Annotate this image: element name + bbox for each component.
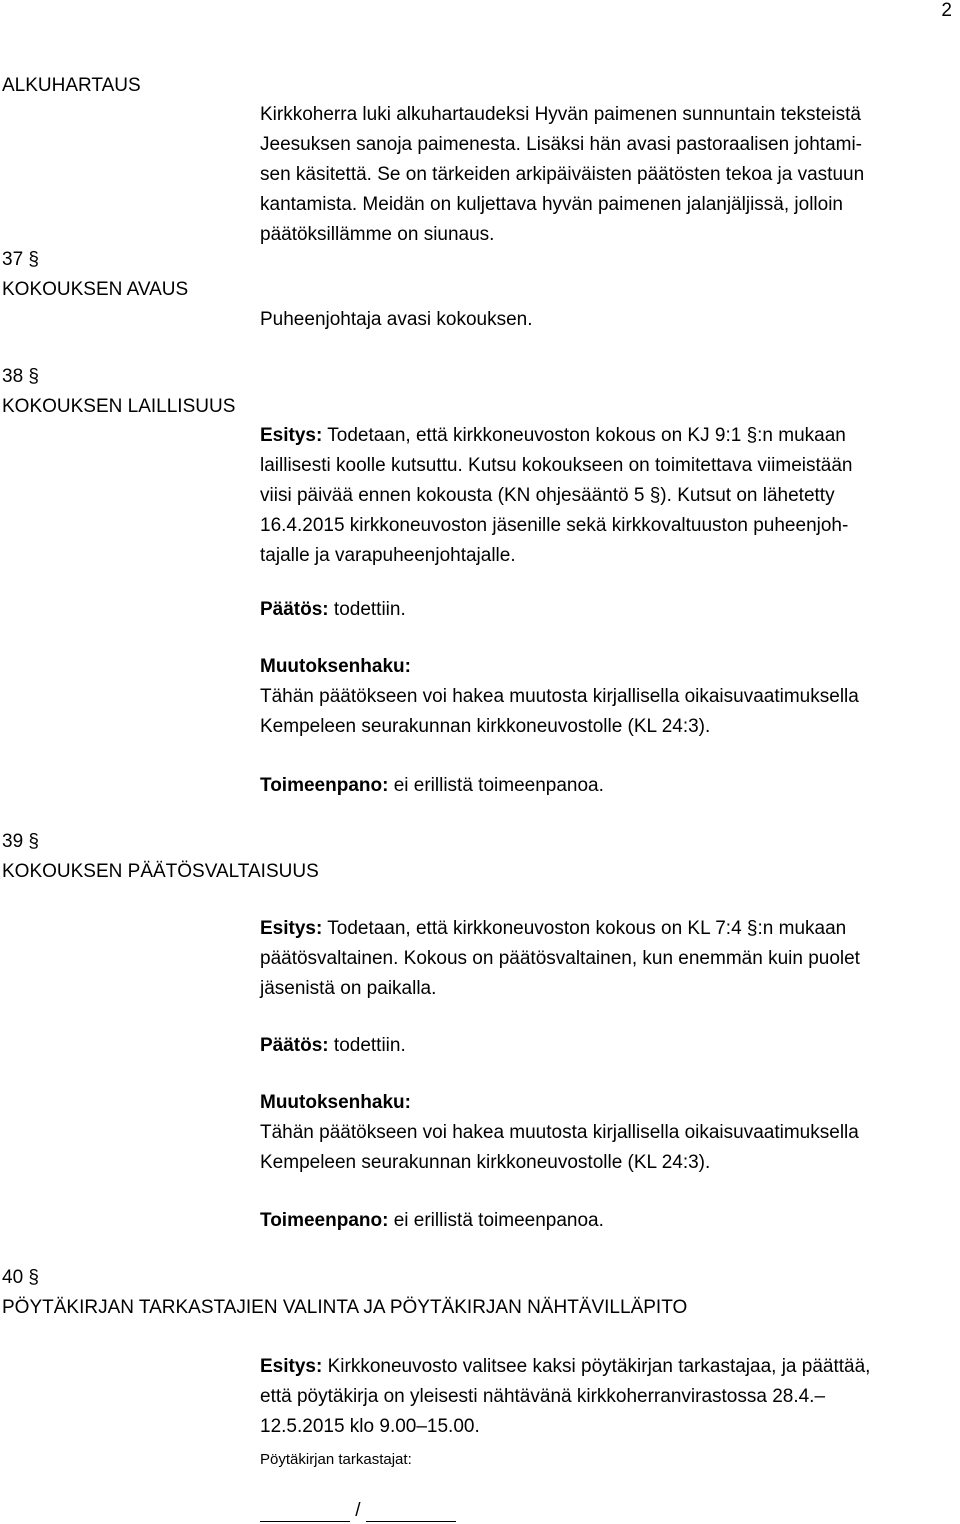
paatos-text: todettiin. (328, 599, 406, 620)
text-line: 12.5.2015 klo 9.00–15.00. (260, 1416, 480, 1437)
text-line: 16.4.2015 kirkkoneuvoston jäsenille sekä kirkkovaltuuston puheenjoh- (260, 515, 849, 536)
paatos-label: Päätös: (260, 599, 329, 620)
text-line: päätöksillämme on siunaus. (260, 224, 495, 245)
section-39-paatos (260, 1031, 406, 1061)
text-line: jäsenistä on paikalla. (260, 978, 437, 999)
text-line: päätösvaltainen. Kokous on päätösvaltainen, kun enemmän kuin puolet (260, 948, 860, 969)
signature-lines (260, 1500, 456, 1522)
toimeenpano-text: ei erillistä toimeenpanoa. (388, 1210, 604, 1231)
section-39-muutoksenhaku (260, 1088, 859, 1178)
toimeenpano-text: ei erillistä toimeenpanoa. (388, 775, 604, 796)
text-line: tajalle ja varapuheenjohtajalle. (260, 545, 516, 566)
section-38-toimeenpano (260, 771, 604, 801)
section-39-toimeenpano (260, 1206, 604, 1236)
esitys-label: Esitys: (260, 918, 323, 939)
paatos-text: todettiin. (328, 1035, 406, 1056)
text-line: viisi päivää ennen kokousta (KN ohjesääntö 5 §). Kutsut on lähetetty (260, 485, 835, 506)
section-40-heading (2, 1263, 687, 1323)
esitys-label: Esitys: (260, 425, 323, 446)
text-line: Kirkkoneuvosto valitsee kaksi pöytäkirjan tarkastajaa, ja päättää, (322, 1356, 871, 1377)
section-title: KOKOUKSEN AVAUS (2, 279, 189, 300)
signature-line-right (366, 1501, 456, 1522)
text-line: Kempeleen seurakunnan kirkkoneuvostolle (KL 24:3). (260, 1152, 711, 1173)
text-line: laillisesti koolle kutsuttu. Kutsu kokoukseen on toimitettava viimeistään (260, 455, 853, 476)
text-line: että pöytäkirja on yleisesti nähtävänä kirkkoherranvirastossa 28.4.– (260, 1386, 826, 1407)
text-line: Todetaan, että kirkkoneuvoston kokous on KJ 9:1 §:n mukaan (322, 425, 846, 446)
paatos-label: Päätös: (260, 1035, 329, 1056)
section-39-heading (2, 827, 319, 887)
muutoksenhaku-label: Muutoksenhaku: (260, 1092, 411, 1113)
esitys-label: Esitys: (260, 1356, 323, 1377)
section-40-esitys (260, 1352, 870, 1442)
section-37-heading (2, 245, 188, 305)
section-38-esitys (260, 421, 852, 571)
section-number: 38 § (2, 366, 39, 387)
section-38-heading (2, 362, 235, 422)
section-number: 40 § (2, 1267, 39, 1288)
text-line: Tähän päätökseen voi hakea muutosta kirjallisella oikaisuvaatimuksella (260, 686, 859, 707)
section-38-muutoksenhaku (260, 652, 859, 742)
page-number: 2 (941, 0, 952, 21)
section-title: KOKOUKSEN PÄÄTÖSVALTAISUUS (2, 861, 319, 882)
tarkastajat-label: Pöytäkirjan tarkastajat: (260, 1451, 412, 1468)
text-line: Todetaan, että kirkkoneuvoston kokous on KL 7:4 §:n mukaan (322, 918, 847, 939)
section-37-text: Puheenjohtaja avasi kokouksen. (260, 309, 533, 330)
section-number: 37 § (2, 249, 39, 270)
toimeenpano-label: Toimeenpano: (260, 1210, 389, 1231)
section-38-paatos (260, 595, 406, 625)
text-line: Kirkkoherra luki alkuhartaudeksi Hyvän paimenen sunnuntain teksteistä (260, 104, 861, 125)
signature-slash: / (355, 1500, 361, 1521)
section-number: 39 § (2, 831, 39, 852)
alkuhartaus-heading: ALKUHARTAUS (2, 75, 141, 96)
text-line: Tähän päätökseen voi hakea muutosta kirjallisella oikaisuvaatimuksella (260, 1122, 859, 1143)
section-title: PÖYTÄKIRJAN TARKASTAJIEN VALINTA JA PÖYTÄKIRJAN NÄHTÄVILLÄPITO (2, 1297, 688, 1318)
alkuhartaus-text (260, 100, 864, 250)
section-39-esitys (260, 914, 860, 1004)
text-line: kantamista. Meidän on kuljettava hyvän paimenen jalanjäljissä, jolloin (260, 194, 843, 215)
toimeenpano-label: Toimeenpano: (260, 775, 389, 796)
text-line: Jeesuksen sanoja paimenesta. Lisäksi hän avasi pastoraalisen johtami- (260, 134, 863, 155)
text-line: Kempeleen seurakunnan kirkkoneuvostolle (KL 24:3). (260, 716, 711, 737)
section-title: KOKOUKSEN LAILLISUUS (2, 396, 236, 417)
signature-line-left (260, 1501, 350, 1522)
muutoksenhaku-label: Muutoksenhaku: (260, 656, 411, 677)
text-line: sen käsitettä. Se on tärkeiden arkipäiväisten päätösten tekoa ja vastuun (260, 164, 865, 185)
